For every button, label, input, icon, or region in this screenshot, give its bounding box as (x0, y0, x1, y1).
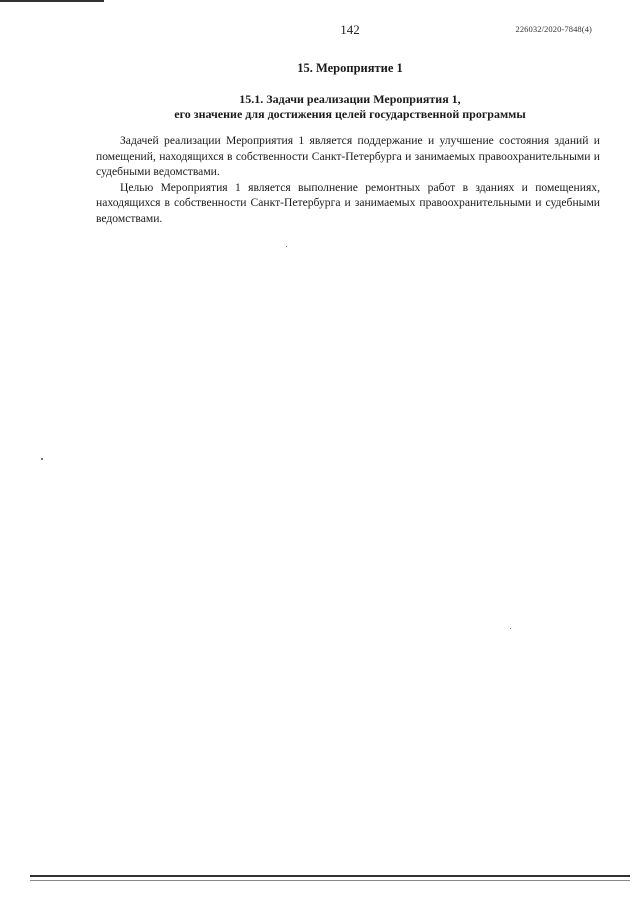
bottom-scan-rule-thin (30, 880, 630, 881)
scan-speck (41, 458, 43, 460)
top-scan-rule (0, 0, 104, 2)
scan-speck (286, 246, 287, 247)
section-title: 15. Мероприятие 1 (297, 61, 403, 75)
paragraph-task: Задачей реализации Мероприятия 1 является поддержание и улучшение состояния зданий и помещений, находящихся в собственности Санкт-Петербурга и занимаемых правоохранительными и судебными ведомствами. (96, 134, 600, 179)
subsection-title (0, 92, 640, 122)
bottom-scan-rule (30, 875, 630, 877)
body-text (96, 133, 600, 227)
subsection-title-line-1: 15.1. Задачи реализации Мероприятия 1, (239, 92, 461, 106)
scan-speck (510, 628, 511, 629)
page-number: 142 (340, 22, 360, 37)
paragraph-goal: Целью Мероприятия 1 является выполнение ремонтных работ в зданиях и помещениях, находящихся в собственности Санкт-Петербурга и занимаемых правоохранительными и судебными ведомствами. (96, 180, 600, 225)
subsection-title-line-2: его значение для достижения целей государственной программы (174, 107, 526, 121)
document-code: 226032/2020-7848(4) (515, 24, 592, 34)
